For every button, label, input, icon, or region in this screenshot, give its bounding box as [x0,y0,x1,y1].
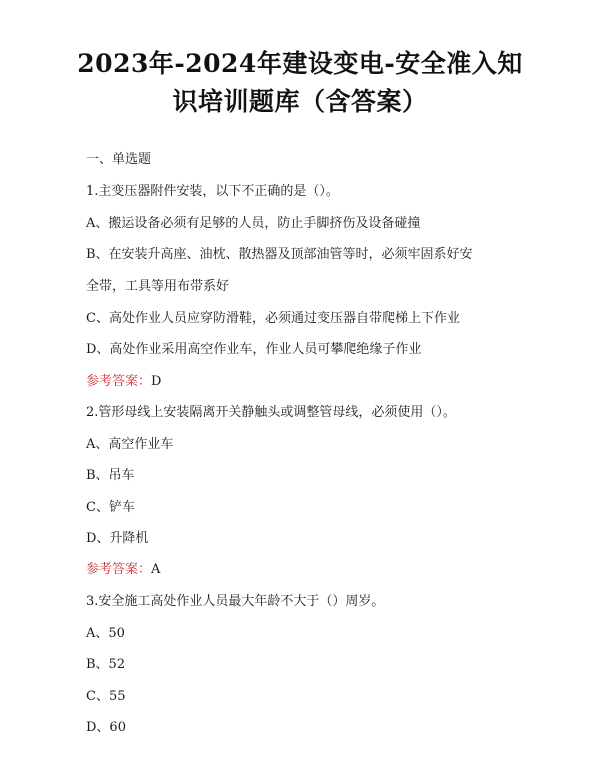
question-3-option-a: A、50 [86,626,125,641]
question-3-option-d: D、60 [86,720,126,735]
answer-label: 参考答案： [86,374,152,389]
question-1-option-b-continued: 全带，工具等用布带系好 [86,279,230,294]
question-2-option-c: C、铲车 [86,500,135,515]
question-3-option-b: B、52 [86,657,126,672]
question-1-answer [86,370,161,389]
question-2-option-b: B、吊车 [86,468,135,483]
question-1-option-b: B、在安装升高座、油枕、散热器及顶部油管等时，必须牢固系好安 [86,247,473,262]
question-1-stem: 1.主变压器附件安装，以下不正确的是（）。 [86,184,339,199]
question-2-answer [86,558,160,577]
section-heading: 一、单选题 [86,152,152,167]
document-title-line-1: 2023年-2024年建设变电-安全准入知 [77,49,523,78]
question-1-option-a: A、搬运设备必须有足够的人员，防止手脚挤伤及设备碰撞 [86,216,421,231]
answer-value: D [151,374,162,389]
answer-value: A [151,562,161,577]
answer-label: 参考答案： [86,562,152,577]
question-2-stem: 2.管形母线上安装隔离开关静触头或调整管母线，必须使用（）。 [86,405,456,420]
question-2-option-d: D、升降机 [86,531,149,546]
question-3-option-c: C、55 [86,689,126,704]
question-2-option-a: A、高空作业车 [86,437,174,452]
question-1-option-d: D、高处作业采用高空作业车，作业人员可攀爬绝缘子作业 [86,342,422,357]
question-3-stem: 3.安全施工高处作业人员最大年龄不大于（）周岁。 [86,594,385,609]
document-title-line-2: 识培训题库（含答案） [172,87,428,116]
question-1-option-c: C、高处作业人员应穿防滑鞋，必须通过变压器自带爬梯上下作业 [86,311,460,326]
